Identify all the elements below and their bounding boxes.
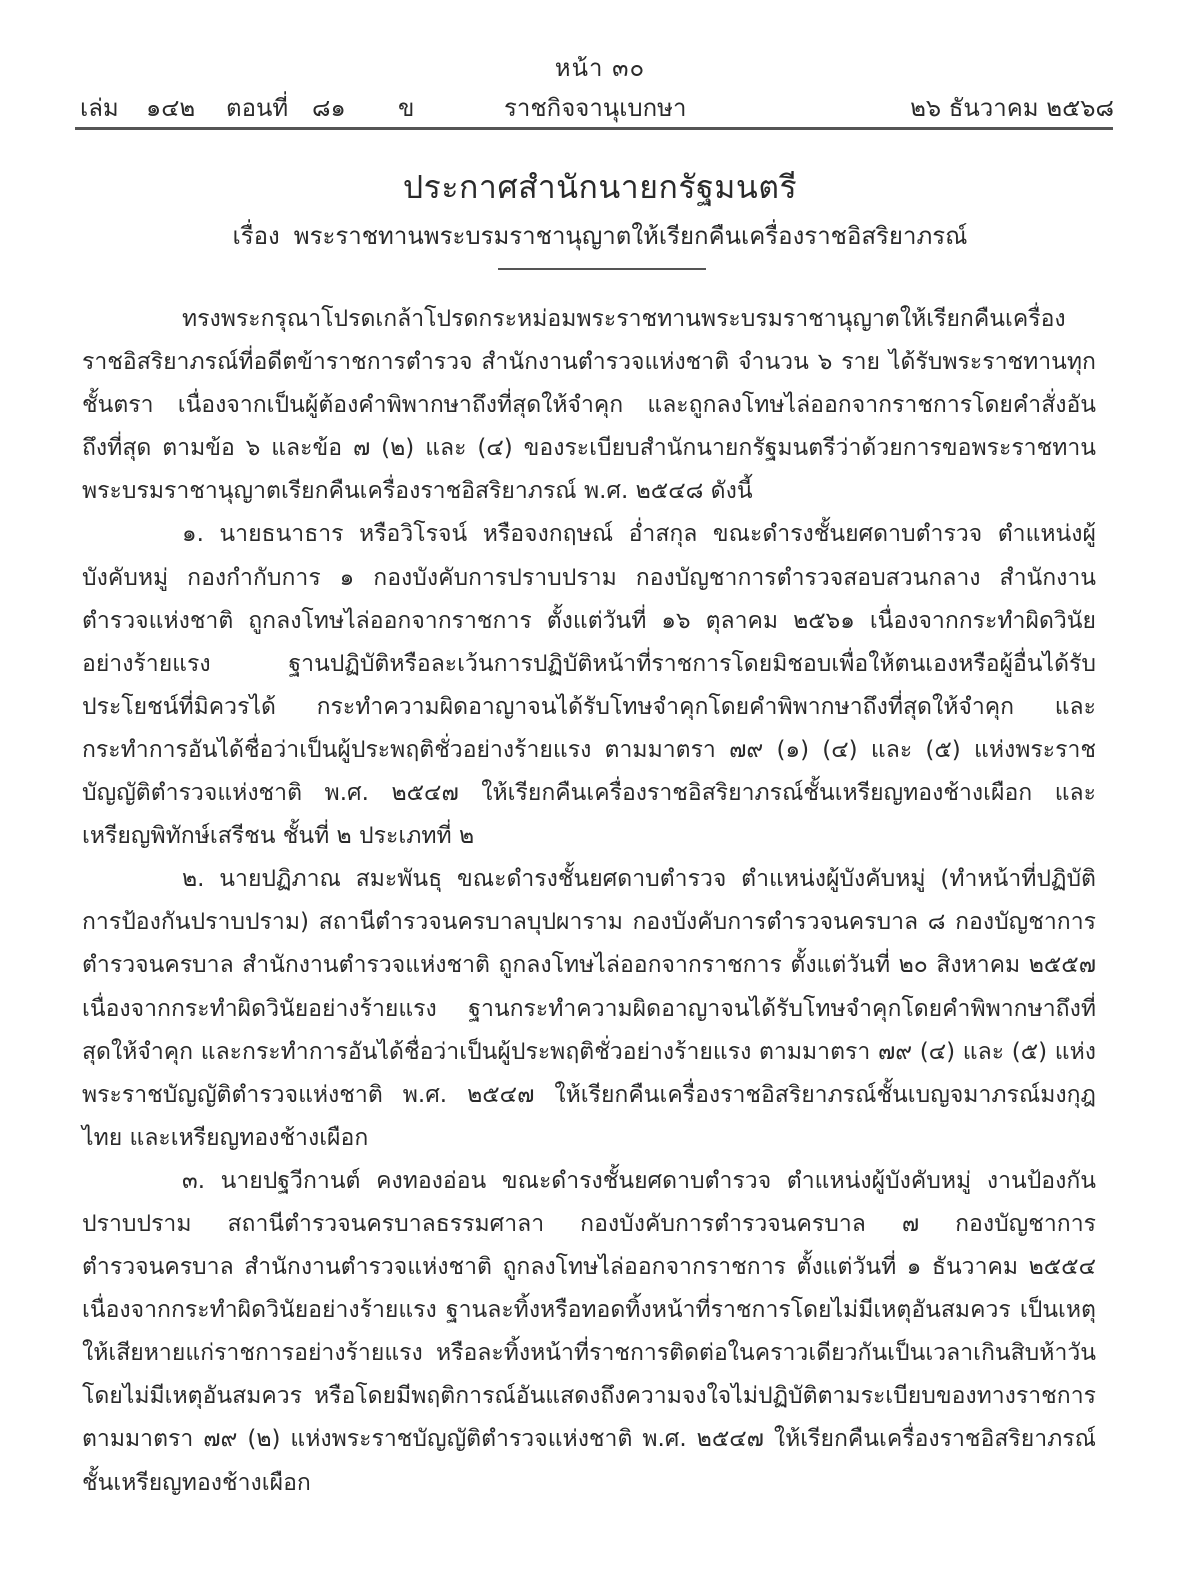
page-number: หน้า ๓๐ <box>554 54 646 82</box>
subject-label: เรื่อง <box>232 222 280 250</box>
publication-date: ๒๖ ธันวาคม ๒๕๖๘ <box>910 94 1114 122</box>
paragraph-item-3: ๓. นายปฐวีกานต์ คงทองอ่อน ขณะดำรงชั้นยศดาบตำรวจ ตำแหน่งผู้บังคับหมู่ งานป้องกันปราบปราม สถานีตำรวจนครบาลธรรมศาลา กองบังคับการตำรวจนครบาล ๗ กองบัญชาการตำรวจนครบาล สำนักงานตำรวจแห่งชาติ ถูกลงโทษไล่ออกจากราชการ ตั้งแต่วันที่ ๑ ธันวาคม ๒๕๕๔ เนื่องจากกระทำผิดวินัยอย่างร้ายแรง ฐานละทิ้งหรือทอดทิ้งหน้าที่ราชการโดยไม่มีเหตุอันสมควร เป็นเหตุให้เสียหายแก่ราชการอย่างร้ายแรง หรือละทิ้งหน้าที่ราชการติดต่อในคราวเดียวกันเป็นเวลาเกินสิบห้าวันโดยไม่มีเหตุอันสมควร หรือโดยมีพฤติการณ์อันแสดงถึงความจงใจไม่ปฏิบัติตามระเบียบของทางราชการ ตามมาตรา ๗๙ (๒) แห่งพระราชบัญญัติตำรวจแห่งชาติ พ.ศ. ๒๕๔๗ ให้เรียกคืนเครื่องราชอิสริยาภรณ์ชั้นเหรียญทองช้างเผือก <box>82 1167 1096 1496</box>
paragraph-preamble: ทรงพระกรุณาโปรดเกล้าโปรดกระหม่อมพระราชทานพระบรมราชานุญาตให้เรียกคืนเครื่องราชอิสริยาภรณ์ที่อดีตข้าราชการตำรวจ สำนักงานตำรวจแห่งชาติ จำนวน ๖ ราย ได้รับพระราชทานทุกชั้นตรา เนื่องจากเป็นผู้ต้องคำพิพากษาถึงที่สุดให้จำคุก และถูกลงโทษไล่ออกจากราชการโดยคำสั่งอันถึงที่สุด ตามข้อ ๖ และข้อ ๗ (๒) และ (๔) ของระเบียบสำนักนายกรัฐมนตรีว่าด้วยการขอพระราชทานพระบรมราชานุญาตเรียกคืนเครื่องราชอิสริยาภรณ์ พ.ศ. ๒๕๔๘ ดังนี้ <box>82 306 1096 505</box>
paragraph-item-1: ๑. นายธนาธาร หรือวิโรจน์ หรือจงกฤษณ์ อ่ำสกุล ขณะดำรงชั้นยศดาบตำรวจ ตำแหน่งผู้บังคับหมู่ กองกำกับการ ๑ กองบังคับการปราบปราม กองบัญชาการตำรวจสอบสวนกลาง สำนักงานตำรวจแห่งชาติ ถูกลงโทษไล่ออกจากราชการ ตั้งแต่วันที่ ๑๖ ตุลาคม ๒๕๖๑ เนื่องจากกระทำผิดวินัยอย่างร้ายแรง ฐานปฏิบัติหรือละเว้นการปฏิบัติหน้าที่ราชการโดยมิชอบเพื่อให้ตนเองหรือผู้อื่นได้รับประโยชน์ที่มิควรได้ กระทำความผิดอาญาจนได้รับโทษจำคุกโดยคำพิพากษาถึงที่สุดให้จำคุก และกระทำการอันได้ชื่อว่าเป็นผู้ประพฤติชั่วอย่างร้ายแรง ตามมาตรา ๗๙ (๑) (๔) และ (๕) แห่งพระราชบัญญัติตำรวจแห่งชาติ พ.ศ. ๒๕๔๗ ให้เรียกคืนเครื่องราชอิสริยาภรณ์ชั้นเหรียญทองช้างเผือก และเหรียญพิทักษ์เสรีชน ชั้นที่ ๒ ประเภทที่ ๒ <box>82 521 1096 850</box>
document-subject <box>0 216 1200 255</box>
volume-number: ๑๔๒ <box>146 94 196 122</box>
gazette-header <box>80 88 1114 122</box>
title-divider <box>498 268 706 270</box>
subject-text: พระราชทานพระบรมราชานุญาตให้เรียกคืนเครื่องราชอิสริยาภรณ์ <box>293 222 968 250</box>
header-divider <box>75 127 1113 130</box>
document-title: ประกาศสำนักนายกรัฐมนตรี <box>402 168 798 206</box>
part-letter: ข <box>398 94 415 122</box>
section-label: ตอนที่ <box>226 94 289 122</box>
section-number: ๘๑ <box>312 94 346 122</box>
volume-label: เล่ม <box>80 94 119 122</box>
gazette-name: ราชกิจจานุเบกษา <box>504 94 687 122</box>
document-body <box>82 298 1096 1505</box>
paragraph-item-2: ๒. นายปฏิภาณ สมะพันธุ ขณะดำรงชั้นยศดาบตำรวจ ตำแหน่งผู้บังคับหมู่ (ทำหน้าที่ปฏิบัติการป้องกันปราบปราม) สถานีตำรวจนครบาลบุปผาราม กองบังคับการตำรวจนครบาล ๘ กองบัญชาการตำรวจนครบาล สำนักงานตำรวจแห่งชาติ ถูกลงโทษไล่ออกจากราชการ ตั้งแต่วันที่ ๒๐ สิงหาคม ๒๕๕๗ เนื่องจากกระทำผิดวินัยอย่างร้ายแรง ฐานกระทำความผิดอาญาจนได้รับโทษจำคุกโดยคำพิพากษาถึงที่สุดให้จำคุก และกระทำการอันได้ชื่อว่าเป็นผู้ประพฤติชั่วอย่างร้ายแรง ตามมาตรา ๗๙ (๔) และ (๕) แห่งพระราชบัญญัติตำรวจแห่งชาติ พ.ศ. ๒๕๔๗ ให้เรียกคืนเครื่องราชอิสริยาภรณ์ชั้นเบญจมาภรณ์มงกุฎไทย และเหรียญทองช้างเผือก <box>82 866 1096 1151</box>
